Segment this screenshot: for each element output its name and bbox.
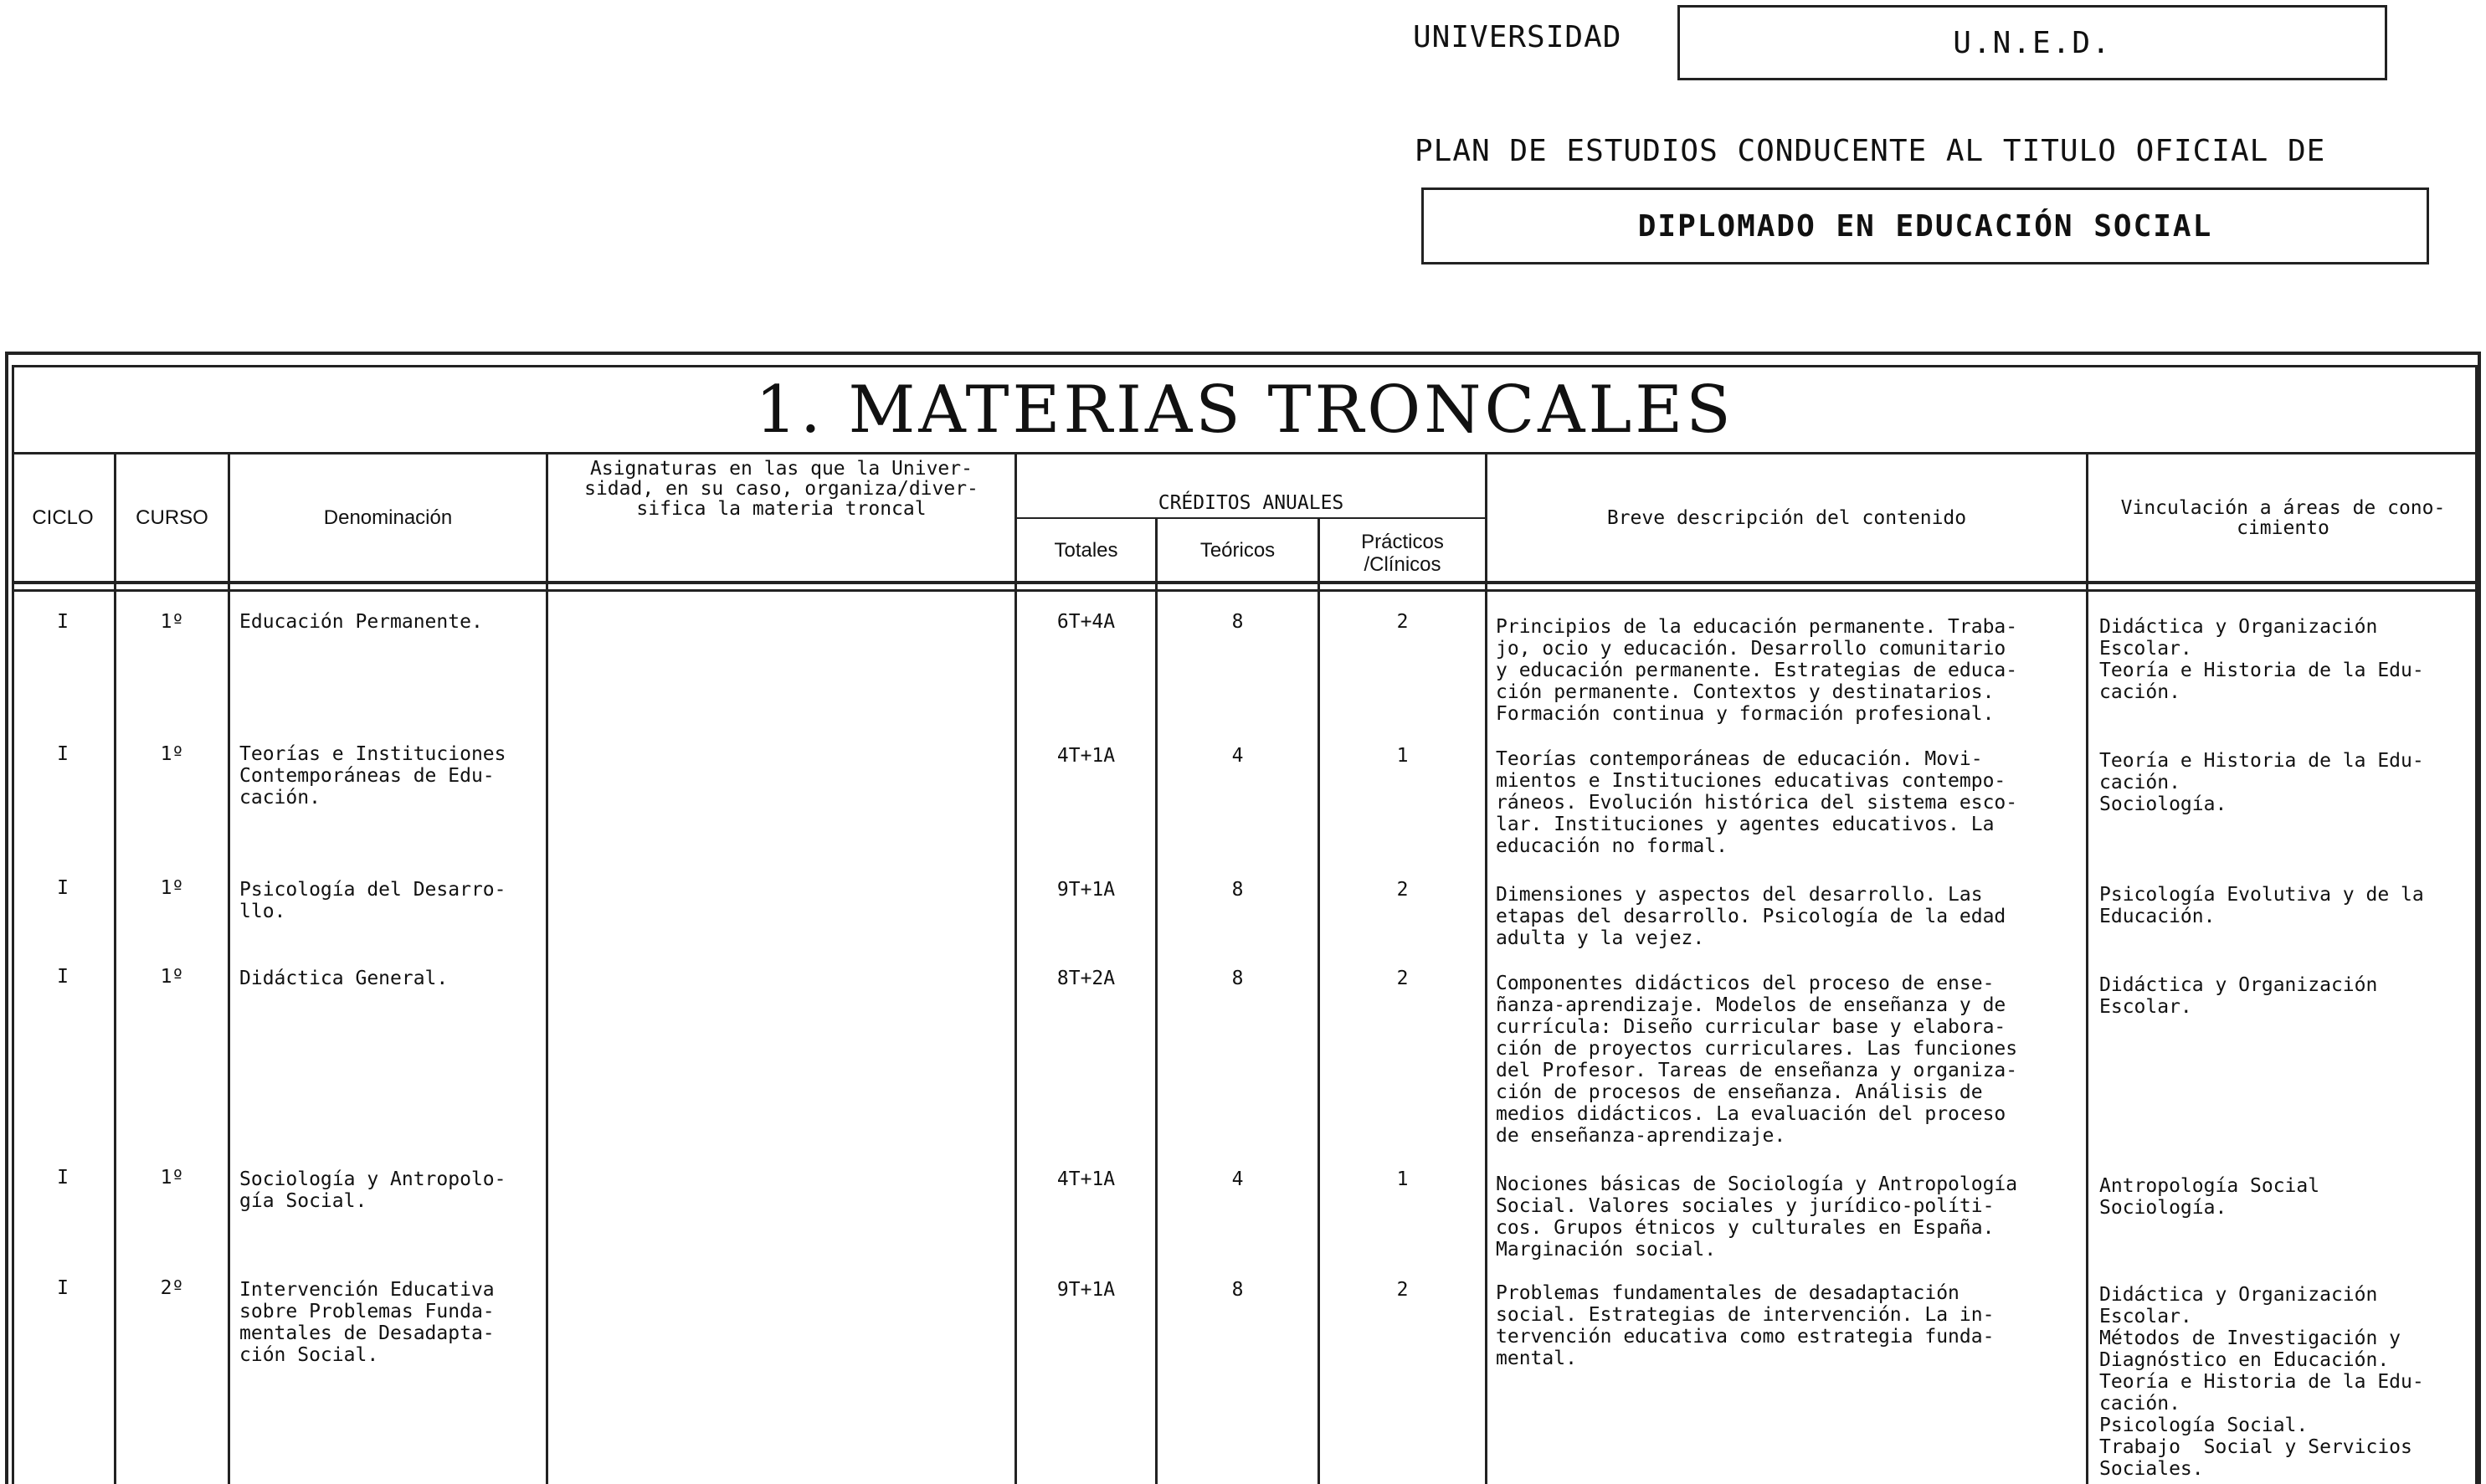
- col-header-totales: Totales: [1054, 538, 1118, 562]
- col-header-asignaturas: Asignaturas en las que la Univer- sidad, en su caso, organiza/diver- sifica la materia troncal: [584, 458, 978, 520]
- universidad-label: UNIVERSIDAD: [1413, 20, 1622, 54]
- cell-curso: 2º: [160, 1277, 184, 1299]
- cell-denominacion: Intervención Educativa sobre Problemas Funda- mentales de Desadapta- ción Social.: [239, 1279, 495, 1366]
- cell-descripcion: Problemas fundamentales de desadaptación social. Estrategias de intervención. La in- tervención educativa como estrategia funda- mental.: [1496, 1282, 1995, 1369]
- cell-denominacion: Sociología y Antropolo- gía Social.: [239, 1168, 506, 1212]
- col-header-ciclo: CICLO: [32, 506, 94, 529]
- cell-ciclo: I: [57, 966, 69, 988]
- cell-vinculacion: Didáctica y Organización Escolar.: [2099, 974, 2378, 1018]
- col-header-descripcion: Breve descripción del contenido: [1606, 506, 1967, 529]
- header-divider: [12, 581, 2478, 584]
- cell-descripcion: Teorías contemporáneas de educación. Movi- mientos e Instituciones educativas contempo- ráneos. Evolución histórica del sistema esco- lar. Instituciones y agentes educativos. La educación no formal.: [1496, 748, 2018, 857]
- col-header-teoricos: Teóricos: [1199, 538, 1276, 562]
- header-divider-2: [12, 589, 2478, 592]
- cell-teoricos: 4: [1231, 1168, 1244, 1190]
- cell-descripcion: Nociones básicas de Sociología y Antropología Social. Valores sociales y jurídico-políti- cos. Grupos étnicos y culturales en España. Marginación social.: [1496, 1173, 2018, 1261]
- cell-vinculacion: Didáctica y Organización Escolar. Teoría e Historia de la Edu- cación.: [2099, 616, 2424, 703]
- cell-totales: 9T+1A: [1056, 1279, 1116, 1301]
- cell-practicos: 2: [1396, 968, 1409, 989]
- cell-ciclo: I: [57, 1167, 69, 1189]
- cell-teoricos: 4: [1231, 745, 1244, 767]
- cell-teoricos: 8: [1231, 968, 1244, 989]
- cell-descripcion: Componentes didácticos del proceso de ense- ñanza-aprendizaje. Modelos de enseñanza y de currícula: Diseño curricular base y elabora- ción de proyectos curriculares. Las funciones del Profesor. Tareas de enseñanza y organiza- ción de procesos de enseñanza. Análisis de medios didácticos. La evaluación del proceso de enseñanza-aprendizaje.: [1496, 973, 2018, 1147]
- table-title: 1. MATERIAS TRONCALES: [755, 372, 1734, 448]
- cell-descripcion: Principios de la educación permanente. Traba- jo, ocio y educación. Desarrollo comunitario y educación permanente. Estrategias de educa- ción permanente. Contextos y destinatarios. Formación continua y formación profesional.: [1496, 616, 2018, 725]
- cell-ciclo: I: [57, 1277, 69, 1299]
- col-header-creditos: CRÉDITOS ANUALES: [1158, 492, 1344, 514]
- cell-practicos: 1: [1396, 745, 1409, 767]
- col-divider: [1485, 452, 1487, 1484]
- cell-totales: 8T+2A: [1056, 968, 1116, 989]
- cell-totales: 4T+1A: [1056, 745, 1116, 767]
- cell-ciclo: I: [57, 877, 69, 899]
- cell-vinculacion: Psicología Evolutiva y de la Educación.: [2099, 884, 2424, 927]
- universidad-value-box: U.N.E.D.: [1677, 5, 2387, 80]
- cell-totales: 4T+1A: [1056, 1168, 1116, 1190]
- titulo-value-box: DIPLOMADO EN EDUCACIÓN SOCIAL: [1421, 187, 2429, 264]
- cell-vinculacion: Didáctica y Organización Escolar. Métodos de Investigación y Diagnóstico en Educación. Teoría e Historia de la Edu- cación. Psicología Social. Trabajo Social y Servicios Sociales.: [2099, 1284, 2424, 1480]
- cell-teoricos: 8: [1231, 1279, 1244, 1301]
- cell-denominacion: Educación Permanente.: [239, 611, 483, 633]
- cell-practicos: 2: [1396, 879, 1409, 901]
- cell-vinculacion: Teoría e Historia de la Edu- cación. Sociología.: [2099, 750, 2424, 815]
- col-divider: [1317, 519, 1320, 1484]
- cell-denominacion: Didáctica General.: [239, 968, 449, 989]
- plan-label: PLAN DE ESTUDIOS CONDUCENTE AL TITULO OFICIAL DE: [1415, 134, 2326, 168]
- cell-curso: 1º: [160, 611, 184, 633]
- cell-vinculacion: Antropología Social Sociología.: [2099, 1175, 2320, 1219]
- col-divider: [1155, 519, 1158, 1484]
- cell-ciclo: I: [57, 611, 69, 633]
- col-header-curso: CURSO: [136, 506, 208, 529]
- cell-ciclo: I: [57, 743, 69, 765]
- cell-descripcion: Dimensiones y aspectos del desarrollo. Las etapas del desarrollo. Psicología de la edad adulta y la vejez.: [1496, 884, 2006, 949]
- cell-denominacion: Psicología del Desarro- llo.: [239, 879, 506, 922]
- cell-teoricos: 8: [1231, 611, 1244, 633]
- col-divider: [2086, 452, 2088, 1484]
- col-header-vinculacion: Vinculación a áreas de cono- cimiento: [2120, 496, 2446, 539]
- cell-practicos: 1: [1396, 1168, 1409, 1190]
- cell-denominacion: Teorías e Instituciones Contemporáneas de Edu- cación.: [239, 743, 506, 809]
- cell-curso: 1º: [160, 743, 184, 765]
- cell-totales: 6T+4A: [1056, 611, 1116, 633]
- col-divider: [228, 452, 230, 1484]
- col-divider: [546, 452, 548, 1484]
- col-header-denominacion: Denominación: [323, 506, 453, 529]
- cell-curso: 1º: [160, 1167, 184, 1189]
- cell-curso: 1º: [160, 966, 184, 988]
- cell-teoricos: 8: [1231, 879, 1244, 901]
- cell-practicos: 2: [1396, 611, 1409, 633]
- cell-totales: 9T+1A: [1056, 879, 1116, 901]
- cell-practicos: 2: [1396, 1279, 1409, 1301]
- cell-curso: 1º: [160, 877, 184, 899]
- col-header-practicos: Prácticos /Clínicos: [1361, 531, 1444, 576]
